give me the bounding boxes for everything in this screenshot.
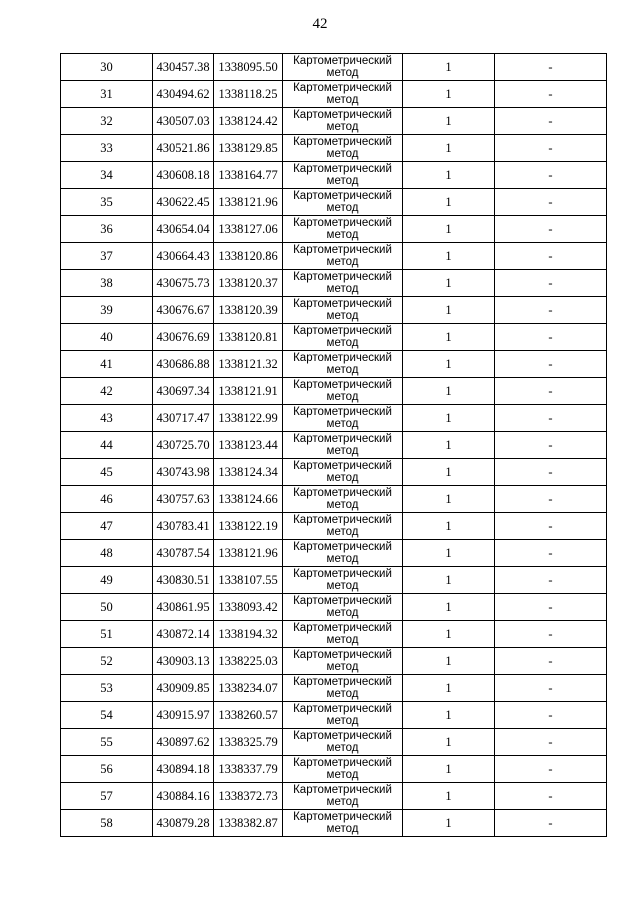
note-cell: -	[495, 621, 607, 648]
method-line-2: метод	[326, 445, 359, 457]
accuracy-cell: 1	[403, 270, 495, 297]
method-cell	[283, 324, 403, 351]
method-line-1: Картометрический	[293, 406, 392, 418]
accuracy-cell: 1	[403, 432, 495, 459]
coord-x-cell: 430915.97	[153, 702, 214, 729]
note-cell: -	[495, 540, 607, 567]
method-cell	[283, 513, 403, 540]
point-number-cell: 37	[61, 243, 153, 270]
point-number-cell: 40	[61, 324, 153, 351]
note-cell: -	[495, 810, 607, 837]
coord-x-cell: 430909.85	[153, 675, 214, 702]
coord-y-cell: 1338120.86	[214, 243, 283, 270]
method-line-2: метод	[326, 202, 359, 214]
method-line-1: Картометрический	[293, 784, 392, 796]
method-cell	[283, 783, 403, 810]
table-row	[61, 54, 607, 81]
point-number-cell: 31	[61, 81, 153, 108]
method-line-1: Картометрический	[293, 757, 392, 769]
method-line-2: метод	[326, 661, 359, 673]
note-cell: -	[495, 675, 607, 702]
table-row	[61, 540, 607, 567]
accuracy-cell: 1	[403, 216, 495, 243]
accuracy-cell: 1	[403, 405, 495, 432]
coord-x-cell: 430697.34	[153, 378, 214, 405]
method-cell	[283, 297, 403, 324]
accuracy-cell: 1	[403, 54, 495, 81]
method-line-1: Картометрический	[293, 244, 392, 256]
accuracy-cell: 1	[403, 81, 495, 108]
method-cell	[283, 189, 403, 216]
method-cell	[283, 351, 403, 378]
method-line-1: Картометрический	[293, 136, 392, 148]
note-cell: -	[495, 243, 607, 270]
method-line-2: метод	[326, 175, 359, 187]
method-line-2: метод	[326, 94, 359, 106]
note-cell: -	[495, 54, 607, 81]
method-line-2: метод	[326, 688, 359, 700]
coord-y-cell: 1338121.32	[214, 351, 283, 378]
table-row	[61, 297, 607, 324]
coord-y-cell: 1338382.87	[214, 810, 283, 837]
note-cell: -	[495, 81, 607, 108]
note-cell: -	[495, 756, 607, 783]
accuracy-cell: 1	[403, 486, 495, 513]
point-number-cell: 55	[61, 729, 153, 756]
method-cell	[283, 162, 403, 189]
method-line-2: метод	[326, 796, 359, 808]
coord-y-cell: 1338120.81	[214, 324, 283, 351]
table-row	[61, 783, 607, 810]
table-row	[61, 702, 607, 729]
coord-x-cell: 430757.63	[153, 486, 214, 513]
method-line-1: Картометрический	[293, 433, 392, 445]
method-line-2: метод	[326, 526, 359, 538]
method-line-2: метод	[326, 121, 359, 133]
method-line-1: Картометрический	[293, 649, 392, 661]
method-line-1: Картометрический	[293, 352, 392, 364]
method-cell	[283, 135, 403, 162]
accuracy-cell: 1	[403, 108, 495, 135]
coord-y-cell: 1338372.73	[214, 783, 283, 810]
coord-y-cell: 1338124.34	[214, 459, 283, 486]
note-cell: -	[495, 351, 607, 378]
coord-y-cell: 1338095.50	[214, 54, 283, 81]
coord-x-cell: 430608.18	[153, 162, 214, 189]
note-cell: -	[495, 378, 607, 405]
accuracy-cell: 1	[403, 135, 495, 162]
method-line-2: метод	[326, 283, 359, 295]
point-number-cell: 32	[61, 108, 153, 135]
coord-y-cell: 1338121.91	[214, 378, 283, 405]
point-number-cell: 43	[61, 405, 153, 432]
point-number-cell: 38	[61, 270, 153, 297]
method-line-2: метод	[326, 742, 359, 754]
note-cell: -	[495, 135, 607, 162]
point-number-cell: 52	[61, 648, 153, 675]
table-row	[61, 351, 607, 378]
method-line-1: Картометрический	[293, 811, 392, 823]
table-row	[61, 432, 607, 459]
coord-x-cell: 430861.95	[153, 594, 214, 621]
coord-x-cell: 430675.73	[153, 270, 214, 297]
table-row	[61, 594, 607, 621]
method-line-1: Картометрический	[293, 568, 392, 580]
table-row	[61, 378, 607, 405]
method-line-2: метод	[326, 418, 359, 430]
coord-x-cell: 430676.69	[153, 324, 214, 351]
coord-x-cell: 430897.62	[153, 729, 214, 756]
coord-y-cell: 1338123.44	[214, 432, 283, 459]
coord-y-cell: 1338120.37	[214, 270, 283, 297]
coord-x-cell: 430884.16	[153, 783, 214, 810]
method-cell	[283, 486, 403, 513]
table-row	[61, 648, 607, 675]
coord-y-cell: 1338234.07	[214, 675, 283, 702]
method-line-1: Картометрический	[293, 541, 392, 553]
coord-y-cell: 1338122.19	[214, 513, 283, 540]
accuracy-cell: 1	[403, 243, 495, 270]
method-line-2: метод	[326, 256, 359, 268]
table-row	[61, 405, 607, 432]
point-number-cell: 36	[61, 216, 153, 243]
coord-x-cell: 430507.03	[153, 108, 214, 135]
method-line-1: Картометрический	[293, 514, 392, 526]
accuracy-cell: 1	[403, 810, 495, 837]
table-row	[61, 270, 607, 297]
coord-y-cell: 1338124.42	[214, 108, 283, 135]
method-line-2: метод	[326, 364, 359, 376]
note-cell: -	[495, 297, 607, 324]
method-line-1: Картометрический	[293, 730, 392, 742]
method-cell	[283, 567, 403, 594]
note-cell: -	[495, 567, 607, 594]
coord-y-cell: 1338121.96	[214, 540, 283, 567]
point-number-cell: 34	[61, 162, 153, 189]
coord-x-cell: 430457.38	[153, 54, 214, 81]
coord-x-cell: 430676.67	[153, 297, 214, 324]
method-line-1: Картометрический	[293, 676, 392, 688]
coordinates-table-body	[61, 54, 607, 837]
table-row	[61, 189, 607, 216]
note-cell: -	[495, 648, 607, 675]
coord-y-cell: 1338093.42	[214, 594, 283, 621]
point-number-cell: 47	[61, 513, 153, 540]
method-line-1: Картометрический	[293, 163, 392, 175]
method-cell	[283, 216, 403, 243]
table-row	[61, 675, 607, 702]
method-line-1: Картометрический	[293, 82, 392, 94]
coord-x-cell: 430654.04	[153, 216, 214, 243]
point-number-cell: 39	[61, 297, 153, 324]
coord-y-cell: 1338129.85	[214, 135, 283, 162]
method-line-1: Картометрический	[293, 622, 392, 634]
method-line-1: Картометрический	[293, 55, 392, 67]
table-row	[61, 135, 607, 162]
coord-x-cell: 430725.70	[153, 432, 214, 459]
coord-y-cell: 1338120.39	[214, 297, 283, 324]
method-cell	[283, 594, 403, 621]
note-cell: -	[495, 324, 607, 351]
method-cell	[283, 648, 403, 675]
table-row	[61, 81, 607, 108]
coord-x-cell: 430494.62	[153, 81, 214, 108]
method-cell	[283, 54, 403, 81]
method-line-1: Картометрический	[293, 595, 392, 607]
table-row	[61, 243, 607, 270]
accuracy-cell: 1	[403, 351, 495, 378]
method-line-2: метод	[326, 310, 359, 322]
point-number-cell: 33	[61, 135, 153, 162]
coord-x-cell: 430903.13	[153, 648, 214, 675]
point-number-cell: 50	[61, 594, 153, 621]
coord-x-cell: 430717.47	[153, 405, 214, 432]
table-row	[61, 756, 607, 783]
method-line-2: метод	[326, 715, 359, 727]
accuracy-cell: 1	[403, 675, 495, 702]
coord-y-cell: 1338127.06	[214, 216, 283, 243]
accuracy-cell: 1	[403, 648, 495, 675]
method-line-1: Картометрический	[293, 703, 392, 715]
table-row	[61, 621, 607, 648]
method-cell	[283, 675, 403, 702]
table-row	[61, 108, 607, 135]
table-row	[61, 459, 607, 486]
table-row	[61, 162, 607, 189]
method-line-1: Картометрический	[293, 379, 392, 391]
accuracy-cell: 1	[403, 459, 495, 486]
method-line-2: метод	[326, 607, 359, 619]
point-number-cell: 57	[61, 783, 153, 810]
coord-y-cell: 1338122.99	[214, 405, 283, 432]
coord-y-cell: 1338107.55	[214, 567, 283, 594]
accuracy-cell: 1	[403, 567, 495, 594]
table-row	[61, 810, 607, 837]
coord-x-cell: 430879.28	[153, 810, 214, 837]
coordinates-table	[60, 53, 607, 837]
accuracy-cell: 1	[403, 297, 495, 324]
note-cell: -	[495, 270, 607, 297]
method-line-2: метод	[326, 499, 359, 511]
point-number-cell: 58	[61, 810, 153, 837]
accuracy-cell: 1	[403, 513, 495, 540]
coord-y-cell: 1338121.96	[214, 189, 283, 216]
method-cell	[283, 729, 403, 756]
note-cell: -	[495, 729, 607, 756]
point-number-cell: 41	[61, 351, 153, 378]
method-line-2: метод	[326, 67, 359, 79]
note-cell: -	[495, 459, 607, 486]
note-cell: -	[495, 189, 607, 216]
note-cell: -	[495, 162, 607, 189]
coord-x-cell: 430830.51	[153, 567, 214, 594]
point-number-cell: 54	[61, 702, 153, 729]
method-line-2: метод	[326, 769, 359, 781]
method-cell	[283, 243, 403, 270]
coord-y-cell: 1338194.32	[214, 621, 283, 648]
note-cell: -	[495, 783, 607, 810]
accuracy-cell: 1	[403, 324, 495, 351]
method-line-2: метод	[326, 823, 359, 835]
coord-x-cell: 430521.86	[153, 135, 214, 162]
coord-x-cell: 430872.14	[153, 621, 214, 648]
coord-y-cell: 1338124.66	[214, 486, 283, 513]
coord-y-cell: 1338337.79	[214, 756, 283, 783]
note-cell: -	[495, 216, 607, 243]
method-line-1: Картометрический	[293, 190, 392, 202]
coord-y-cell: 1338260.57	[214, 702, 283, 729]
point-number-cell: 46	[61, 486, 153, 513]
method-cell	[283, 81, 403, 108]
method-cell	[283, 378, 403, 405]
note-cell: -	[495, 405, 607, 432]
method-line-2: метод	[326, 229, 359, 241]
method-line-2: метод	[326, 634, 359, 646]
table-row	[61, 486, 607, 513]
table-row	[61, 513, 607, 540]
accuracy-cell: 1	[403, 162, 495, 189]
method-cell	[283, 270, 403, 297]
method-line-1: Картометрический	[293, 325, 392, 337]
point-number-cell: 53	[61, 675, 153, 702]
coord-y-cell: 1338225.03	[214, 648, 283, 675]
method-cell	[283, 540, 403, 567]
coord-y-cell: 1338164.77	[214, 162, 283, 189]
point-number-cell: 42	[61, 378, 153, 405]
table-row	[61, 216, 607, 243]
coord-y-cell: 1338118.25	[214, 81, 283, 108]
point-number-cell: 51	[61, 621, 153, 648]
coord-x-cell: 430664.43	[153, 243, 214, 270]
method-line-2: метод	[326, 337, 359, 349]
coord-x-cell: 430783.41	[153, 513, 214, 540]
accuracy-cell: 1	[403, 540, 495, 567]
accuracy-cell: 1	[403, 783, 495, 810]
accuracy-cell: 1	[403, 702, 495, 729]
note-cell: -	[495, 486, 607, 513]
page-number: 42	[312, 16, 328, 32]
method-line-1: Картометрический	[293, 487, 392, 499]
method-line-1: Картометрический	[293, 460, 392, 472]
method-cell	[283, 405, 403, 432]
accuracy-cell: 1	[403, 378, 495, 405]
coord-y-cell: 1338325.79	[214, 729, 283, 756]
method-line-1: Картометрический	[293, 298, 392, 310]
table-row	[61, 567, 607, 594]
method-line-2: метод	[326, 580, 359, 592]
table-row	[61, 324, 607, 351]
method-line-1: Картометрический	[293, 271, 392, 283]
method-cell	[283, 621, 403, 648]
coord-x-cell: 430894.18	[153, 756, 214, 783]
coord-x-cell: 430743.98	[153, 459, 214, 486]
point-number-cell: 48	[61, 540, 153, 567]
point-number-cell: 56	[61, 756, 153, 783]
accuracy-cell: 1	[403, 729, 495, 756]
note-cell: -	[495, 432, 607, 459]
method-line-2: метод	[326, 553, 359, 565]
accuracy-cell: 1	[403, 756, 495, 783]
method-line-1: Картометрический	[293, 217, 392, 229]
method-line-2: метод	[326, 148, 359, 160]
method-cell	[283, 108, 403, 135]
point-number-cell: 49	[61, 567, 153, 594]
point-number-cell: 30	[61, 54, 153, 81]
coord-x-cell: 430787.54	[153, 540, 214, 567]
method-cell	[283, 810, 403, 837]
method-line-1: Картометрический	[293, 109, 392, 121]
note-cell: -	[495, 594, 607, 621]
point-number-cell: 45	[61, 459, 153, 486]
note-cell: -	[495, 513, 607, 540]
method-line-2: метод	[326, 472, 359, 484]
table-row	[61, 729, 607, 756]
coord-x-cell: 430622.45	[153, 189, 214, 216]
note-cell: -	[495, 702, 607, 729]
method-cell	[283, 756, 403, 783]
accuracy-cell: 1	[403, 621, 495, 648]
method-line-2: метод	[326, 391, 359, 403]
point-number-cell: 35	[61, 189, 153, 216]
method-cell	[283, 702, 403, 729]
method-cell	[283, 459, 403, 486]
accuracy-cell: 1	[403, 594, 495, 621]
note-cell: -	[495, 108, 607, 135]
method-cell	[283, 432, 403, 459]
point-number-cell: 44	[61, 432, 153, 459]
accuracy-cell: 1	[403, 189, 495, 216]
coord-x-cell: 430686.88	[153, 351, 214, 378]
